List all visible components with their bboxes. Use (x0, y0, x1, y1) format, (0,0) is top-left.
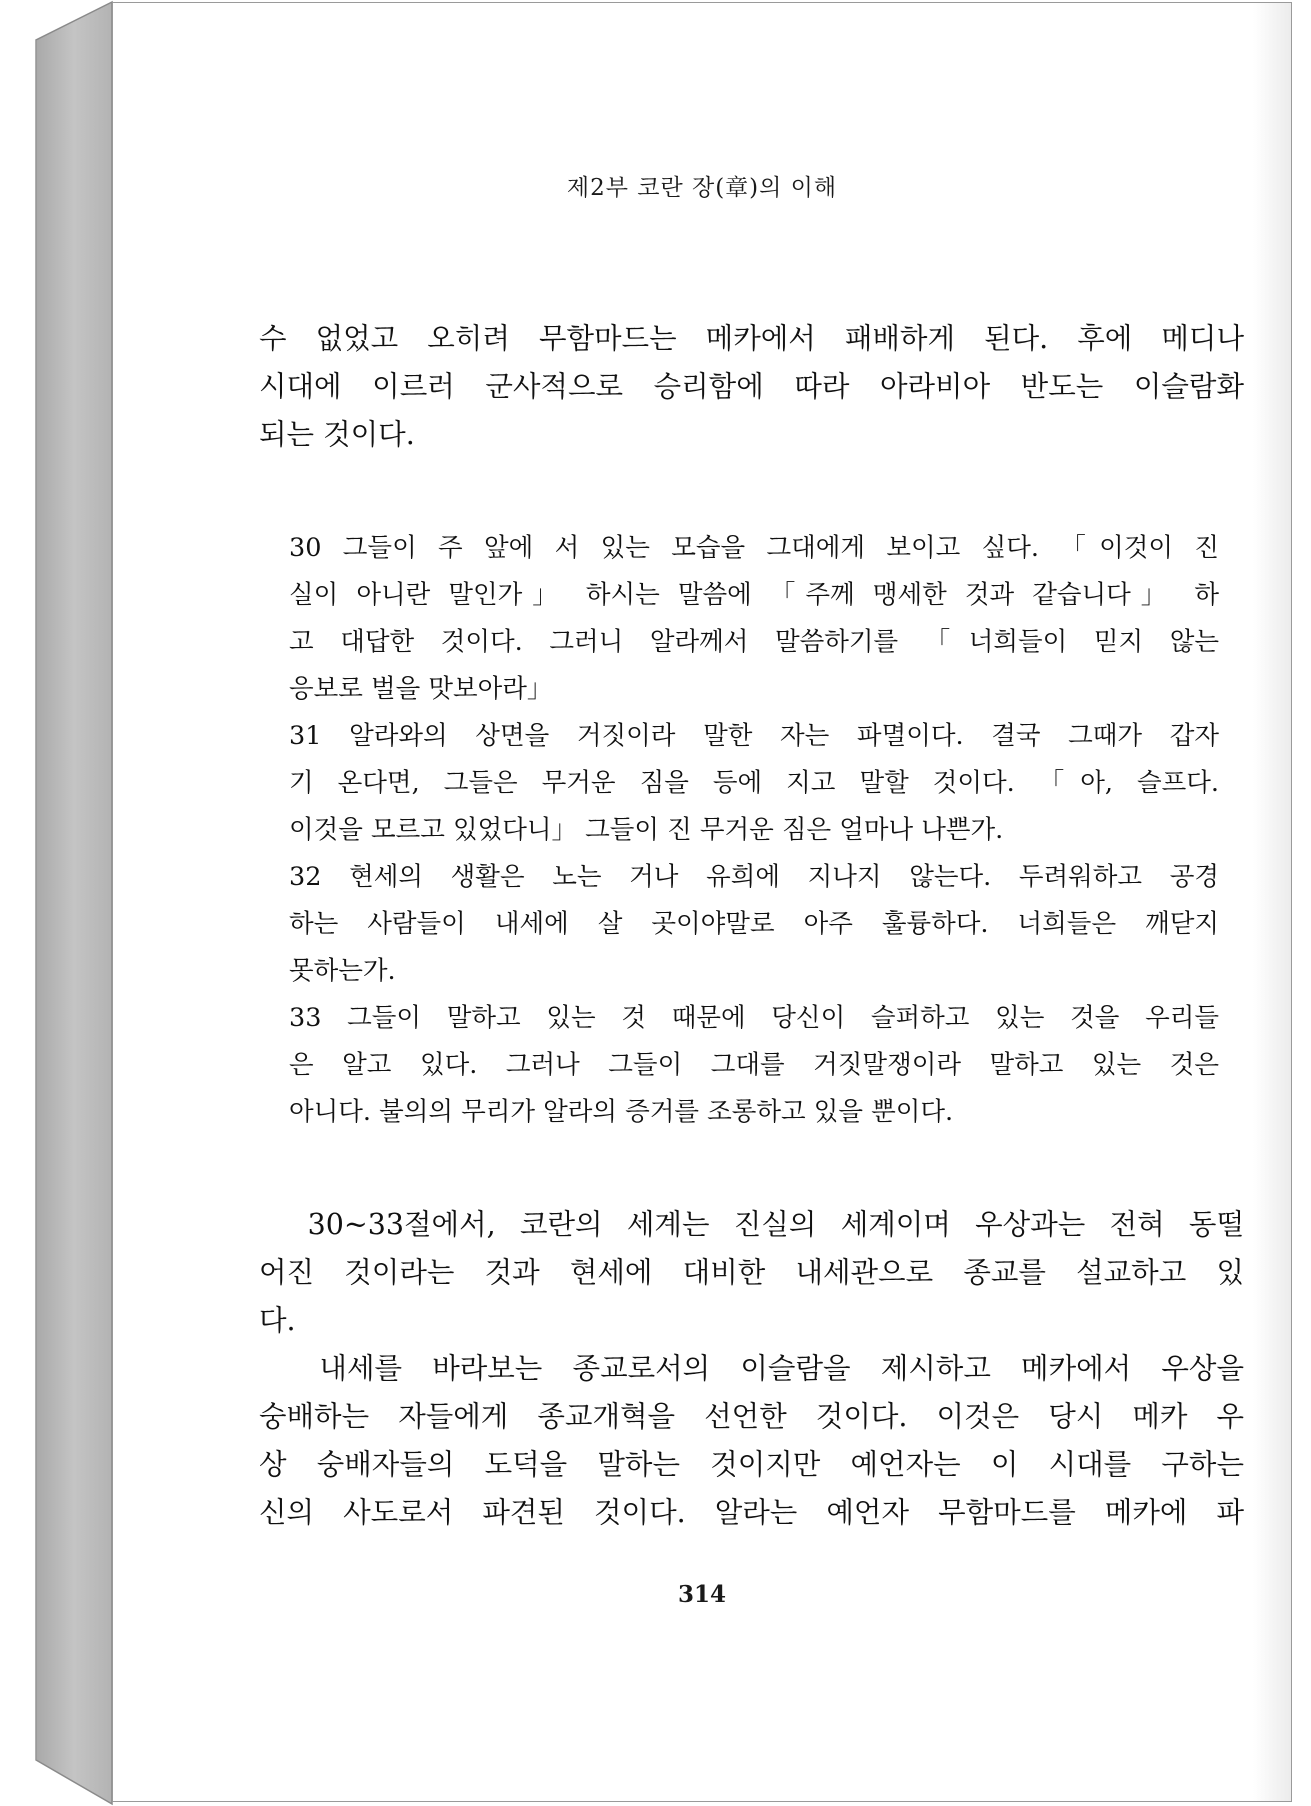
verse-line: 응보로 벌을 맛보아라」 (289, 674, 553, 704)
text-line: 내세를 바라보는 종교로서의 이슬람을 제시하고 메카에서 우상을 (259, 1352, 1244, 1385)
intro-paragraph (259, 315, 1244, 459)
verse-line: 32 현세의 생활은 노는 거나 유희에 지나지 않는다. 두려워하고 공경 (289, 862, 1219, 892)
text-line: 수 없었고 오히려 무함마드는 메카에서 패배하게 된다. 후에 메디나 (259, 322, 1244, 355)
verse-line: 실이 아니란 말인가」 하시는 말씀에 「주께 맹세한 것과 같습니다」 하 (289, 580, 1219, 610)
text-line: 되는 것이다. (259, 418, 415, 451)
verse-line: 아니다. 불의의 무리가 알라의 증거를 조롱하고 있을 뿐이다. (289, 1097, 954, 1127)
verse-line: 하는 사람들이 내세에 살 곳이야말로 아주 훌륭하다. 너희들은 깨닫지 (289, 909, 1219, 939)
text-line: 신의 사도로서 파견된 것이다. 알라는 예언자 무함마드를 메카에 파 (259, 1496, 1244, 1529)
verse-line: 31 알라와의 상면을 거짓이라 말한 자는 파멸이다. 결국 그때가 갑자 (289, 721, 1219, 751)
page-number: 314 (677, 1581, 726, 1608)
commentary-paragraph (259, 1201, 1244, 1537)
running-head: 제2부 코란 장(章)의 이해 (566, 175, 838, 201)
text-line: 어진 것이라는 것과 현세에 대비한 내세관으로 종교를 설교하고 있 (259, 1256, 1244, 1289)
verses-block (289, 525, 1219, 1136)
verse-line: 30 그들이 주 앞에 서 있는 모습을 그대에게 보이고 싶다. 「이것이 진 (289, 533, 1219, 563)
text-line: 상 숭배자들의 도덕을 말하는 것이지만 예언자는 이 시대를 구하는 (259, 1448, 1244, 1481)
text-line: 30~33절에서, 코란의 세계는 진실의 세계이며 우상과는 전혀 동떨 (259, 1208, 1244, 1241)
verse-line: 33 그들이 말하고 있는 것 때문에 당신이 슬퍼하고 있는 것을 우리들 (289, 1003, 1219, 1033)
verse-line: 은 알고 있다. 그러나 그들이 그대를 거짓말쟁이라 말하고 있는 것은 (289, 1050, 1219, 1080)
text-line: 시대에 이르러 군사적으로 승리함에 따라 아라비아 반도는 이슬람화 (259, 370, 1244, 403)
book-page (112, 2, 1292, 1802)
verse-line: 고 대답한 것이다. 그러니 알라께서 말씀하기를 「너희들이 믿지 않는 (289, 627, 1219, 657)
verse-line: 이것을 모르고 있었다니」 그들이 진 무거운 짐은 얼마나 나쁜가. (289, 815, 1004, 845)
verse-line: 못하는가. (289, 956, 396, 986)
text-line: 숭배하는 자들에게 종교개혁을 선언한 것이다. 이것은 당시 메카 우 (259, 1400, 1244, 1433)
verse-line: 기 온다면, 그들은 무거운 짐을 등에 지고 말할 것이다. 「아, 슬프다. (289, 768, 1219, 798)
text-line: 다. (259, 1304, 296, 1337)
